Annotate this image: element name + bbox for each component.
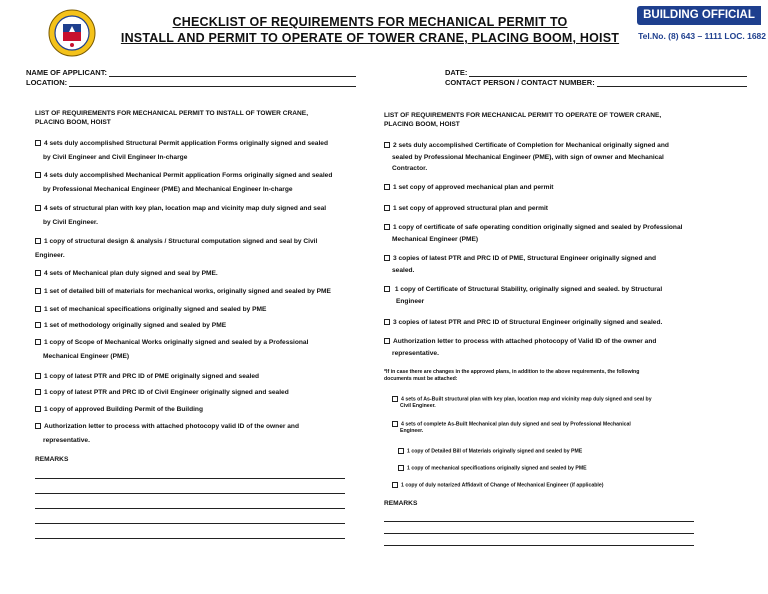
list-item — [35, 270, 360, 279]
contact-label: CONTACT PERSON / CONTACT NUMBER: — [445, 78, 595, 87]
remarks-line[interactable] — [35, 523, 345, 524]
applicant-name-label: NAME OF APPLICANT: — [26, 68, 107, 77]
operate-heading-line-1: LIST OF REQUIREMENTS FOR MECHANICAL PERMIT TO OPERATE OF TOWER CRANE, — [384, 112, 662, 119]
telephone-number: Tel.No. (8) 643 – 1111 LOC. 1682 — [638, 31, 766, 41]
checkbox[interactable] — [384, 184, 390, 190]
item-text-cont: Engineer. — [35, 251, 65, 259]
item-text: 1 set of methodology originally signed and sealed by PME — [44, 322, 227, 329]
list-item — [384, 255, 714, 275]
item-text: 1 copy of structural design & analysis / Structural computation signed and seal by Civil — [44, 238, 318, 245]
item-text: 4 sets duly accomplished Structural Permit application Forms originally signed and sealed — [44, 140, 328, 147]
install-heading-line-2: PLACING BOOM, HOIST — [35, 118, 111, 126]
checkbox[interactable] — [384, 255, 390, 261]
item-text: 1 copy of Detailed Bill of Materials originally signed and sealed by PME — [407, 448, 583, 455]
operate-heading-line-2: PLACING BOOM, HOIST — [384, 120, 460, 128]
checkbox[interactable] — [384, 205, 390, 211]
remarks-line[interactable] — [35, 508, 345, 509]
item-text-cont: Civil Engineer. — [400, 403, 436, 410]
item-text: 1 copy of Certificate of Structural Stability, originally signed and sealed. by Structural — [393, 286, 663, 293]
item-text-cont: Contractor. — [392, 165, 428, 172]
item-text: 4 sets of structural plan with key plan, location map and vicinity map duly signed and seal — [44, 205, 327, 212]
item-text: 1 set copy of approved structural plan and permit — [393, 205, 548, 212]
checkbox[interactable] — [392, 482, 398, 488]
checkbox[interactable] — [35, 389, 41, 395]
item-text-cont: representative. — [392, 349, 439, 357]
checkbox[interactable] — [35, 270, 41, 276]
remarks-line[interactable] — [35, 538, 345, 539]
operate-requirements-heading — [384, 112, 714, 129]
item-text: 3 copies of latest PTR and PRC ID of Structural Engineer originally signed and sealed. — [393, 319, 663, 326]
checkbox[interactable] — [35, 339, 41, 345]
note-line-2: documents must be attached: — [384, 376, 458, 382]
item-text: 1 copy of duly notarized Affidavit of Change of Mechanical Engineer (if applicable) — [401, 482, 604, 489]
item-text: 4 sets of Mechanical plan duly signed and seal by PME. — [44, 270, 218, 277]
changes-note — [384, 369, 714, 383]
checkbox[interactable] — [35, 238, 41, 244]
page-title — [120, 14, 620, 46]
item-text: Authorization letter to process with attached photocopy valid ID of the owner and — [44, 423, 299, 430]
list-item — [384, 338, 714, 358]
item-text: 1 copy of latest PTR and PRC ID of PME originally signed and sealed — [44, 373, 260, 380]
item-text-cont: Engineer. — [400, 428, 424, 435]
list-item — [35, 373, 360, 382]
checkbox[interactable] — [384, 142, 390, 148]
date-field[interactable] — [445, 68, 747, 77]
item-text-cont: sealed. — [392, 266, 415, 274]
list-item — [35, 423, 360, 445]
item-text-cont: Engineer — [396, 297, 425, 305]
item-text-cont: sealed by Professional Mechanical Engineer (PME), with sign of owner and Mechanical — [392, 153, 664, 161]
building-official-badge: BUILDING OFFICIAL — [637, 6, 761, 25]
list-item — [35, 288, 360, 297]
title-line-1: CHECKLIST OF REQUIREMENTS FOR MECHANICAL PERMIT TO — [172, 15, 568, 29]
item-text: 1 copy of latest PTR and PRC ID of Civil Engineer originally signed and sealed — [44, 389, 289, 396]
checkbox[interactable] — [392, 396, 398, 402]
list-item — [384, 319, 714, 328]
list-item — [35, 205, 360, 227]
list-item — [35, 238, 360, 260]
list-item — [35, 406, 360, 415]
item-text-cont: by Professional Mechanical Engineer (PME) and Mechanical Engineer In-charge — [43, 185, 293, 193]
remarks-line[interactable] — [35, 478, 345, 479]
item-text-cont: Mechanical Engineer (PME) — [392, 235, 479, 243]
checkbox[interactable] — [35, 172, 41, 178]
list-item — [35, 389, 360, 398]
checkbox[interactable] — [35, 373, 41, 379]
item-text: 1 set of mechanical specifications originally signed and sealed by PME — [44, 306, 267, 313]
list-item — [384, 184, 714, 193]
location-label: LOCATION: — [26, 78, 68, 87]
list-item — [384, 205, 714, 214]
checkbox[interactable] — [35, 288, 41, 294]
item-text-cont: by Civil Engineer and Civil Engineer In-charge — [43, 153, 188, 161]
item-text-cont: representative. — [43, 436, 90, 444]
checkbox[interactable] — [35, 306, 41, 312]
remarks-line[interactable] — [384, 533, 694, 534]
city-seal-logo — [48, 9, 96, 57]
remarks-line[interactable] — [384, 521, 694, 522]
item-text: 3 copies of latest PTR and PRC ID of PME, Structural Engineer originally signed and — [393, 255, 657, 262]
list-item — [398, 448, 714, 455]
list-item — [35, 322, 360, 331]
item-text: 4 sets of As-Built structural plan with key plan, location map and vicinity map duly signed and seal by — [401, 396, 652, 403]
list-item — [392, 482, 714, 489]
item-text: 1 copy of approved Building Permit of the Building — [44, 406, 203, 413]
checkbox[interactable] — [35, 406, 41, 412]
checkbox[interactable] — [384, 319, 390, 325]
location-field[interactable] — [26, 78, 356, 87]
list-item — [384, 286, 714, 306]
install-heading-line-1: LIST OF REQUIREMENTS FOR MECHANICAL PERMIT TO INSTALL OF TOWER CRANE, — [35, 110, 309, 117]
remarks-line[interactable] — [384, 545, 694, 546]
checkbox[interactable] — [398, 465, 404, 471]
remarks-label: REMARKS — [384, 500, 418, 507]
item-text-cont: Mechanical Engineer (PME) — [43, 352, 130, 360]
contact-field[interactable] — [445, 78, 747, 87]
list-item — [35, 339, 360, 361]
install-requirements-heading — [35, 110, 355, 127]
checkbox[interactable] — [384, 286, 390, 292]
item-text: 1 copy of Scope of Mechanical Works originally signed and sealed by a Professional — [44, 339, 309, 346]
item-text: 1 set of detailed bill of materials for mechanical works, originally signed and sealed by PME — [44, 288, 331, 295]
item-text: Authorization letter to process with attached photocopy of Valid ID of the owner and — [393, 338, 657, 345]
checkbox[interactable] — [398, 448, 404, 454]
list-item — [392, 421, 714, 435]
item-text-cont: by Civil Engineer. — [43, 218, 98, 226]
list-item — [35, 140, 360, 162]
note-line-1: *If in case there are changes in the approved plans, in addition to the above requirements, the following — [384, 369, 640, 375]
list-item — [384, 142, 714, 174]
remarks-label: REMARKS — [35, 456, 69, 463]
applicant-name-field[interactable] — [26, 68, 356, 77]
item-text: 1 set copy of approved mechanical plan and permit — [393, 184, 554, 191]
list-item — [392, 396, 714, 410]
list-item — [35, 306, 360, 315]
item-text: 1 copy of mechanical specifications originally signed and sealed by PME — [407, 465, 587, 472]
list-item — [398, 465, 714, 472]
checkbox[interactable] — [35, 140, 41, 146]
item-text: 4 sets of complete As-Built Mechanical plan duly signed and seal by Professional Mechanical — [401, 421, 631, 428]
date-label: DATE: — [445, 68, 468, 77]
checkbox[interactable] — [392, 421, 398, 427]
remarks-line[interactable] — [35, 493, 345, 494]
checkbox[interactable] — [35, 205, 41, 211]
checkbox[interactable] — [384, 224, 390, 230]
item-text: 4 sets duly accomplished Mechanical Permit application Forms originally signed and sealed — [44, 172, 333, 179]
item-text: 2 sets duly accomplished Certificate of Completion for Mechanical originally signed and — [393, 142, 669, 149]
title-line-2: INSTALL AND PERMIT TO OPERATE OF TOWER CRANE, PLACING BOOM, HOIST — [120, 31, 620, 45]
item-text: 1 copy of certificate of safe operating condition originally signed and sealed by Professional — [393, 224, 683, 231]
list-item — [35, 172, 360, 194]
checkbox[interactable] — [35, 322, 41, 328]
list-item — [384, 224, 714, 244]
checkbox[interactable] — [384, 338, 390, 344]
checkbox[interactable] — [35, 423, 41, 429]
